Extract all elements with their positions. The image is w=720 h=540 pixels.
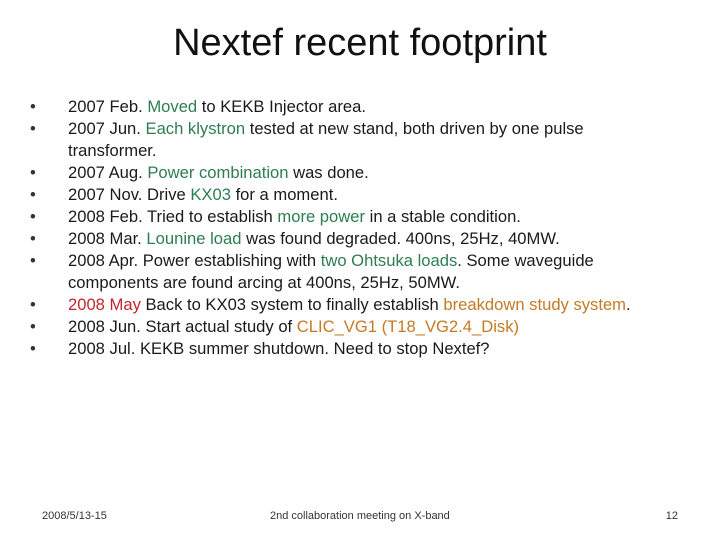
bullet-text: 2008 Jul. KEKB summer shutdown. Need to stop Nextef? bbox=[68, 339, 490, 358]
bullet-dot-icon: • bbox=[30, 185, 36, 204]
bullet-text: breakdown study system bbox=[443, 295, 627, 314]
bullet-text: 2007 Jun. bbox=[68, 119, 146, 138]
bullet-text: CLIC_VG1 (T18_VG2.4_Disk) bbox=[296, 317, 520, 336]
bullet-text: 2008 May bbox=[68, 295, 141, 314]
bullet-dot-icon: • bbox=[30, 119, 36, 138]
bullet-item bbox=[30, 162, 670, 184]
footer-date: 2008/5/13-15 bbox=[42, 510, 107, 522]
bullet-item bbox=[30, 184, 670, 206]
bullet-text: Power combination bbox=[147, 163, 289, 182]
bullet-text: was done. bbox=[288, 163, 369, 182]
bullet-dot-icon: • bbox=[30, 207, 36, 226]
bullet-text: in a stable condition. bbox=[365, 207, 521, 226]
bullet-text: was found degraded. 400ns, 25Hz, 40MW. bbox=[241, 229, 560, 248]
bullet-item bbox=[30, 206, 670, 228]
bullet-text: tested at new stand, both driven by one pulse transformer. bbox=[68, 119, 584, 160]
bullet-text: 2007 Feb. bbox=[68, 97, 148, 116]
bullet-dot-icon: • bbox=[30, 295, 36, 314]
bullet-text: KX03 bbox=[190, 185, 231, 204]
bullet-text: Moved bbox=[147, 97, 198, 116]
bullet-dot-icon: • bbox=[30, 339, 36, 358]
bullet-text: more power bbox=[277, 207, 366, 226]
bullet-text: Back to KX03 system to finally establish bbox=[140, 295, 444, 314]
bullet-item bbox=[30, 96, 670, 118]
bullet-list bbox=[30, 96, 670, 360]
bullet-item bbox=[30, 316, 670, 338]
footer-center: 2nd collaboration meeting on X-band bbox=[270, 510, 450, 522]
bullet-text: for a moment. bbox=[230, 185, 338, 204]
bullet-text: . bbox=[626, 295, 631, 314]
slide-title: Nextef recent footprint bbox=[173, 22, 547, 64]
bullet-item bbox=[30, 250, 670, 294]
bullet-text: 2008 Apr. Power establishing with bbox=[68, 251, 321, 270]
bullet-text: Lounine load bbox=[146, 229, 242, 248]
bullet-text: to KEKB Injector area. bbox=[197, 97, 366, 116]
bullet-item bbox=[30, 338, 670, 360]
bullet-text: Each klystron bbox=[145, 119, 246, 138]
bullet-text: 2007 Aug. bbox=[68, 163, 148, 182]
bullet-dot-icon: • bbox=[30, 229, 36, 248]
bullet-item bbox=[30, 228, 670, 250]
bullet-dot-icon: • bbox=[30, 251, 36, 270]
bullet-text: . Some waveguide components are found arcing at 400ns, 25Hz, 50MW. bbox=[68, 251, 594, 292]
page-number: 12 bbox=[665, 510, 678, 522]
bullet-text: 2008 Jun. Start actual study of bbox=[68, 317, 297, 336]
bullet-item bbox=[30, 294, 670, 316]
bullet-dot-icon: • bbox=[30, 97, 36, 116]
bullet-text: 2007 Nov. Drive bbox=[68, 185, 191, 204]
bullet-text: 2008 Mar. bbox=[68, 229, 147, 248]
bullet-text: 2008 Feb. Tried to establish bbox=[68, 207, 278, 226]
bullet-item bbox=[30, 118, 670, 162]
bullet-dot-icon: • bbox=[30, 163, 36, 182]
bullet-text: two Ohtsuka loads bbox=[320, 251, 458, 270]
bullet-dot-icon: • bbox=[30, 317, 36, 336]
